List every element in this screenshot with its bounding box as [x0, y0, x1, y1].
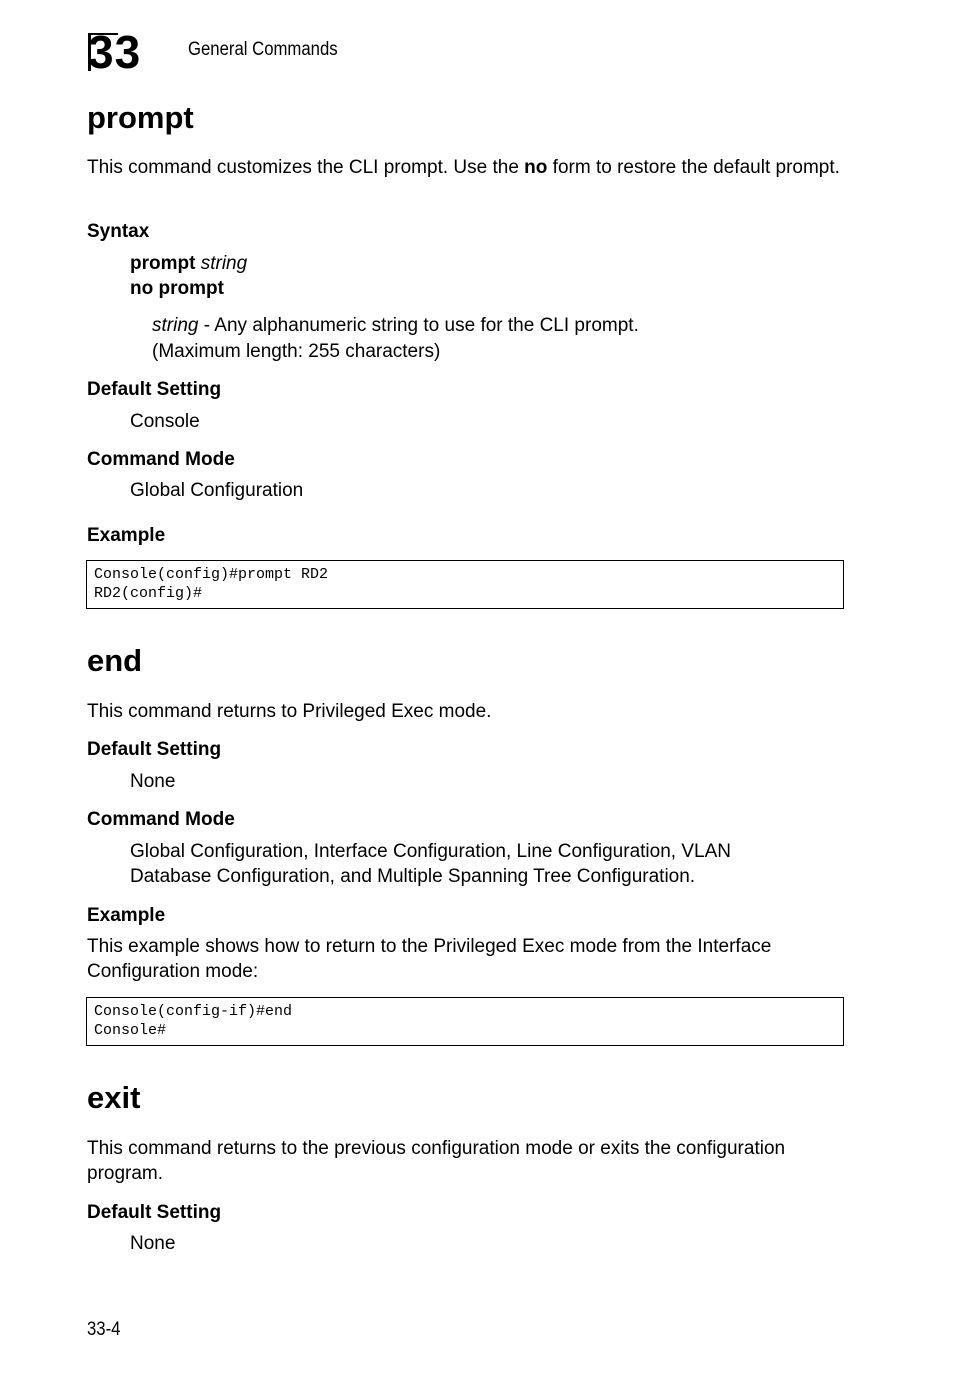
- parameter-name: string: [152, 315, 199, 336]
- command-mode-heading: Command Mode: [87, 809, 235, 830]
- prompt-description-text: This command customizes the CLI prompt. Use the: [87, 157, 525, 178]
- parameter-text: - Any alphanumeric string to use for the CLI prompt.: [198, 315, 639, 336]
- command-mode-value: Global Configuration: [130, 480, 304, 501]
- parameter-description: [152, 313, 832, 365]
- default-setting-value: Console: [130, 411, 200, 432]
- parameter-text-limit: (Maximum length: 255 characters): [152, 341, 441, 362]
- end-description: This command returns to Privileged Exec mode.: [87, 701, 492, 722]
- default-setting-heading: Default Setting: [87, 1202, 222, 1223]
- example-code-block: Console(config-if)#end Console#: [86, 997, 844, 1046]
- default-setting-value: None: [130, 771, 176, 792]
- chapter-number: 33: [88, 26, 142, 78]
- syntax-command: prompt: [130, 253, 196, 274]
- syntax-argument: string: [200, 253, 248, 274]
- syntax-heading: Syntax: [87, 221, 150, 242]
- syntax-no-command: no prompt: [130, 278, 224, 299]
- example-code-block: Console(config)#prompt RD2 RD2(config)#: [86, 560, 844, 609]
- default-setting-value: None: [130, 1233, 176, 1254]
- exit-description: This command returns to the previous configuration mode or exits the configuration program.: [87, 1138, 786, 1184]
- default-setting-heading: Default Setting: [87, 739, 222, 760]
- prompt-description: [87, 155, 847, 180]
- prompt-description-text-end: form to restore the default prompt.: [547, 157, 840, 178]
- example-heading: Example: [87, 525, 166, 546]
- section-title-exit: exit: [87, 1080, 141, 1115]
- command-mode-value: Global Configuration, Interface Configuration, Line Configuration, VLAN Database Configuration, and Multiple Spanning Tree Configuration.: [130, 841, 731, 887]
- syntax-no-line: [130, 276, 830, 301]
- prompt-description-keyword: no: [524, 157, 548, 178]
- section-title-prompt: prompt: [87, 100, 194, 135]
- default-setting-heading: Default Setting: [87, 379, 222, 400]
- page-number: 33-4: [87, 1319, 121, 1340]
- section-title-end: end: [87, 643, 143, 678]
- example-description: This example shows how to return to the Privileged Exec mode from the Interface Configuration mode:: [87, 936, 772, 982]
- syntax-line: [130, 251, 830, 276]
- chapter-title: General Commands: [188, 39, 338, 60]
- command-mode-heading: Command Mode: [87, 449, 235, 470]
- example-heading: Example: [87, 905, 166, 926]
